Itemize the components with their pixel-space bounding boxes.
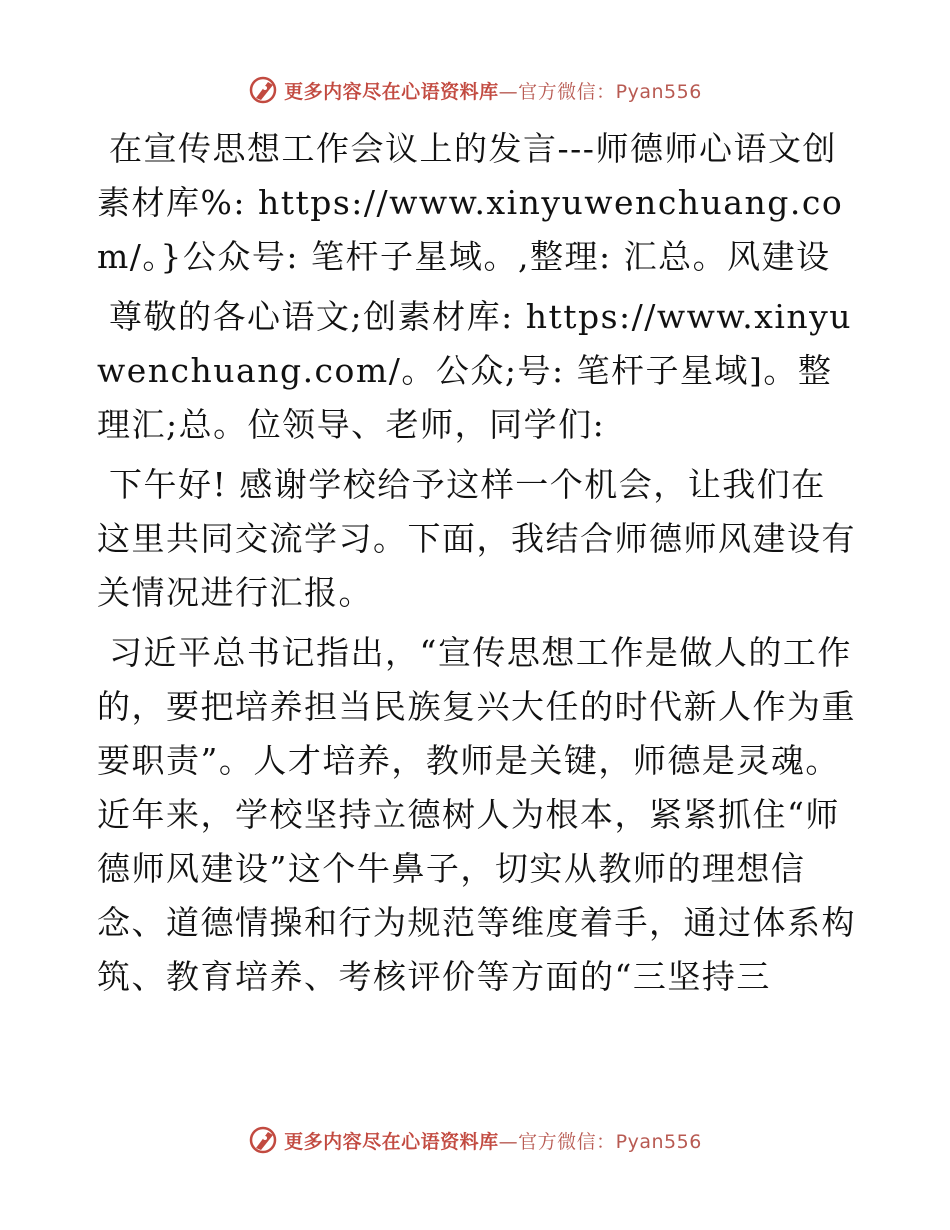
banner-contact: 官方微信：Pyan556 — [518, 1130, 702, 1153]
paragraph-intro: 下午好! 感谢学校给予这样一个机会，让我们在这里共同交流学习。下面，我结合师德师风建设有关情况进行汇报。 — [97, 465, 856, 612]
paragraph-main: 习近平总书记指出，“宣传思想工作是做人的工作的，要把培养担当民族复兴大任的时代新人作为重要职责”。人才培养，教师是关键，师德是灵魂。近年来，学校坚持立德树人为根本，紧紧抓住“师德师风建设”这个牛鼻子，切实从教师的理想信念、道德情操和行为规范等维度着手，通过体系构筑、教育培养、考核评价等方面的“三坚持三 — [97, 633, 856, 996]
paragraph-greeting: 尊敬的各心语文;创素材库: https://www.xinyuwenchuang.com/。公众;号: 笔杆子星域]。整理汇;总。位领导、老师，同学们: — [97, 297, 853, 444]
footer-banner — [0, 1122, 950, 1158]
pen-nib-icon — [248, 74, 280, 106]
banner-brand: 更多内容尽在心语资料库 — [284, 80, 499, 103]
pen-nib-icon — [248, 1124, 280, 1156]
banner-separator: — — [498, 80, 519, 103]
banner-separator: — — [498, 1130, 519, 1153]
header-banner — [0, 72, 950, 108]
banner-text — [284, 1127, 702, 1154]
document-body — [97, 122, 857, 1010]
paragraph-title: 在宣传思想工作会议上的发言---师德师心语文创素材库%: https://www.xinyuwenchuang.com/。}公众号: 笔杆子星域。,整理: 汇总。风建设 — [97, 129, 844, 276]
banner-contact: 官方微信：Pyan556 — [518, 80, 702, 103]
banner-brand: 更多内容尽在心语资料库 — [284, 1130, 499, 1153]
banner-text — [284, 77, 702, 104]
